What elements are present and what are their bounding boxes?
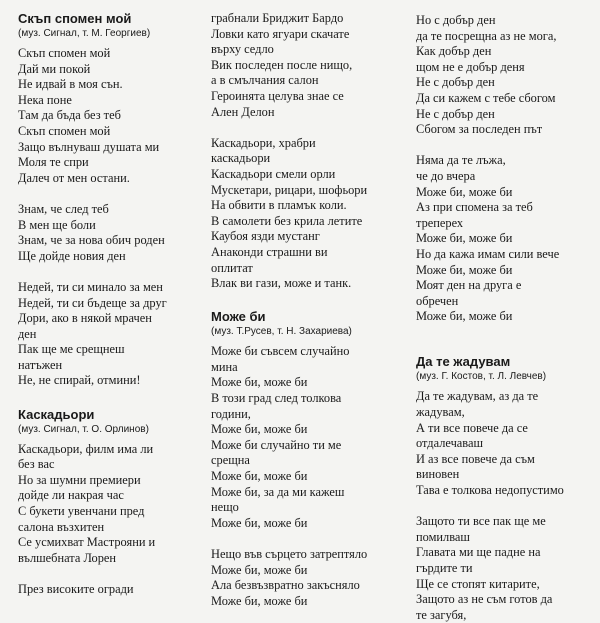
lyric-line: Каскадьори, филм има ли xyxy=(18,441,154,456)
lyric-line: салона възхитен xyxy=(18,519,105,534)
lyric-line: Анаконди страшни ви xyxy=(211,244,328,259)
lyric-line: В самолети без крила летите xyxy=(211,213,363,228)
lyric-line: Недей, ти си минало за мен xyxy=(18,279,163,294)
lyric-line: Но да кажа имам сили вече xyxy=(416,246,560,261)
stanza-break xyxy=(211,531,403,547)
lyric-line: Няма да те лъжа, xyxy=(416,153,506,168)
lyric-line: Не с добър ден xyxy=(416,106,495,121)
lyric-line: без вас xyxy=(18,457,55,472)
lyric-line: Каскадьори смели орли xyxy=(211,166,336,181)
lyric-line: Вик последен после нищо, xyxy=(211,57,353,72)
lyric-line: Може би, може би xyxy=(211,515,308,530)
lyric-line: Може би, може би xyxy=(211,562,308,577)
lyrics-column-1 xyxy=(18,11,210,611)
lyric-line: виновен xyxy=(416,467,460,482)
lyric-line: Защото ти все пак ще ме xyxy=(416,514,546,529)
lyric-line: Далеч от мен остани. xyxy=(18,170,130,185)
lyric-line: Скъп спомен мой xyxy=(18,46,111,60)
lyric-line: Скъп спомен мой xyxy=(18,123,111,138)
lyric-line: Не, не спирай, отмини! xyxy=(18,373,141,388)
lyric-line: Може би, може би xyxy=(211,593,308,608)
lyric-line: Може би, може би xyxy=(211,375,308,390)
lyric-line: Ален Делон xyxy=(211,104,275,119)
lyric-line: ден xyxy=(18,326,37,341)
spacer xyxy=(416,340,600,354)
lyric-line: натъжен xyxy=(18,357,63,372)
lyric-line: А ти все повече да се xyxy=(416,420,528,435)
lyric-line: години, xyxy=(211,406,251,421)
lyric-line: Защо вълнуваш душата ми xyxy=(18,139,160,154)
lyric-line: Влак ви гази, може и танк. xyxy=(211,276,352,291)
lyric-line: Се усмихват Мастрояни и xyxy=(18,535,156,550)
stanza-break xyxy=(416,325,600,341)
lyric-line: Може би, може би xyxy=(416,184,513,199)
lyric-line: Сбогом за последен път xyxy=(416,122,543,137)
lyric-line: Дори, ако в някой мрачен xyxy=(18,311,152,326)
lyric-line: Ще се стопят китарите, xyxy=(416,576,540,591)
lyric-line: вълшебната Лорен xyxy=(18,550,117,565)
lyric-line: Каубоя язди мустанг xyxy=(211,229,320,244)
lyric-line: Ловки като ягуари скачате xyxy=(211,26,350,41)
lyric-line: грабнали Бриджит Бардо xyxy=(211,11,344,25)
lyric-line: Главата ми ще падне на xyxy=(416,545,541,560)
lyric-line: Пак ще ме срещнеш xyxy=(18,342,125,357)
stanza-break xyxy=(416,138,600,154)
lyric-line: Тава е толкова недопустимо xyxy=(416,483,564,498)
lyric-line: Героинята целува знае се xyxy=(211,88,344,103)
lyric-line: отдалечаваш xyxy=(416,436,484,451)
lyric-line: Може би, може би xyxy=(416,262,513,277)
lyric-line: Може би случайно ти ме xyxy=(211,437,342,452)
lyric-line: каскадьори xyxy=(211,151,271,166)
lyric-line: да те посрещна аз не мога, xyxy=(416,28,557,43)
lyric-line: оплитат xyxy=(211,260,253,275)
song-title: Скъп спомен мой xyxy=(18,11,132,26)
lyric-line: че до вчера xyxy=(416,168,476,183)
lyrics-column-2 xyxy=(211,11,403,611)
lyric-line: Може би, за да ми кажеш xyxy=(211,484,345,499)
lyrics-column-3 xyxy=(416,13,600,622)
lyric-line: върху седло xyxy=(211,42,274,57)
lyric-line: Може би съвсем случайно xyxy=(211,344,350,359)
lyric-line: щом не е добър деня xyxy=(416,59,525,74)
lyric-line: С букети увенчани пред xyxy=(18,504,145,519)
lyric-line: те загубя, xyxy=(416,607,467,622)
lyric-line: Ала безвъзвратно закъсняло xyxy=(211,578,360,593)
stanza-break xyxy=(18,186,210,202)
song-credits: (муз. Т.Русев, т. Н. Захариева) xyxy=(211,326,352,338)
lyric-line: Нещо във сърцето затрептяло xyxy=(211,547,368,561)
lyric-line: И аз все повече да съм xyxy=(416,451,535,466)
lyric-line: Да те жадувам, аз да те xyxy=(416,389,539,404)
song-title: Да те жадувам xyxy=(416,354,511,370)
lyric-line: Може би, може би xyxy=(211,422,308,437)
lyric-line: В този град след толкова xyxy=(211,391,342,406)
lyric-line: Знам, че след теб xyxy=(18,201,109,216)
lyric-line: треперех xyxy=(416,215,464,230)
lyric-line: Но за шумни премиери xyxy=(18,472,141,487)
lyric-line: а в смълчания салон xyxy=(211,73,319,88)
stanza-break xyxy=(211,292,403,308)
lyric-line: Не с добър ден xyxy=(416,75,495,90)
lyric-line: Нека поне xyxy=(18,92,72,107)
lyric-line: В мен ще боли xyxy=(18,217,96,232)
stanza-break xyxy=(18,264,210,280)
lyric-line: Не идвай в моя сън. xyxy=(18,77,123,92)
lyric-line: обречен xyxy=(416,293,459,308)
lyric-line: нещо xyxy=(211,500,239,515)
lyric-line: Знам, че за нова обич роден xyxy=(18,233,165,248)
lyric-line: Мускетари, рицари, шофьори xyxy=(211,182,368,197)
stanza-break xyxy=(416,499,600,515)
lyric-line: Аз при спомена за теб xyxy=(416,200,533,215)
lyric-line: срещна xyxy=(211,453,250,468)
stanza-break xyxy=(211,120,403,136)
lyric-line: Моят ден на друга е xyxy=(416,278,522,293)
lyric-line: През високите огради xyxy=(18,582,134,596)
lyric-line: помилваш xyxy=(416,529,470,544)
lyric-line: Как добър ден xyxy=(416,44,492,59)
song-title: Може би xyxy=(211,309,266,325)
lyric-line: гърдите ти xyxy=(416,561,473,575)
stanza-break xyxy=(18,566,210,582)
lyric-line: Там да бъда без теб xyxy=(18,108,121,123)
lyric-line: Дай ми покой xyxy=(18,61,91,76)
lyric-line: Но с добър ден xyxy=(416,13,496,27)
stanza-break xyxy=(18,389,210,405)
lyric-line: Да си кажем с тебе сбогом xyxy=(416,90,556,105)
lyric-line: дойде ли накрая час xyxy=(18,488,124,503)
lyric-line: мина xyxy=(211,359,238,374)
song-credits: (муз. Г. Костов, т. Л. Левчев) xyxy=(416,371,547,383)
lyric-line: жадувам, xyxy=(416,405,465,420)
lyric-line: Ще дойде новия ден xyxy=(18,248,126,263)
lyric-line: Може би, може би xyxy=(416,309,513,324)
lyric-line: Недей, ти си бъдеще за друг xyxy=(18,295,167,310)
lyric-line: Може би, може би xyxy=(416,231,513,246)
song-credits: (муз. Сигнал, т. О. Орлинов) xyxy=(18,423,149,435)
lyric-line: Каскадьори, храбри xyxy=(211,135,316,150)
lyric-line: Защото аз не съм готов да xyxy=(416,592,553,607)
song-title: Каскадьори xyxy=(18,406,95,422)
song-credits: (муз. Сигнал, т. М. Георгиев) xyxy=(18,28,151,39)
lyric-line: Може би, може би xyxy=(211,469,308,484)
lyric-line: На обвити в пламък коли. xyxy=(211,198,347,213)
lyric-line: Моля те спри xyxy=(18,155,89,170)
